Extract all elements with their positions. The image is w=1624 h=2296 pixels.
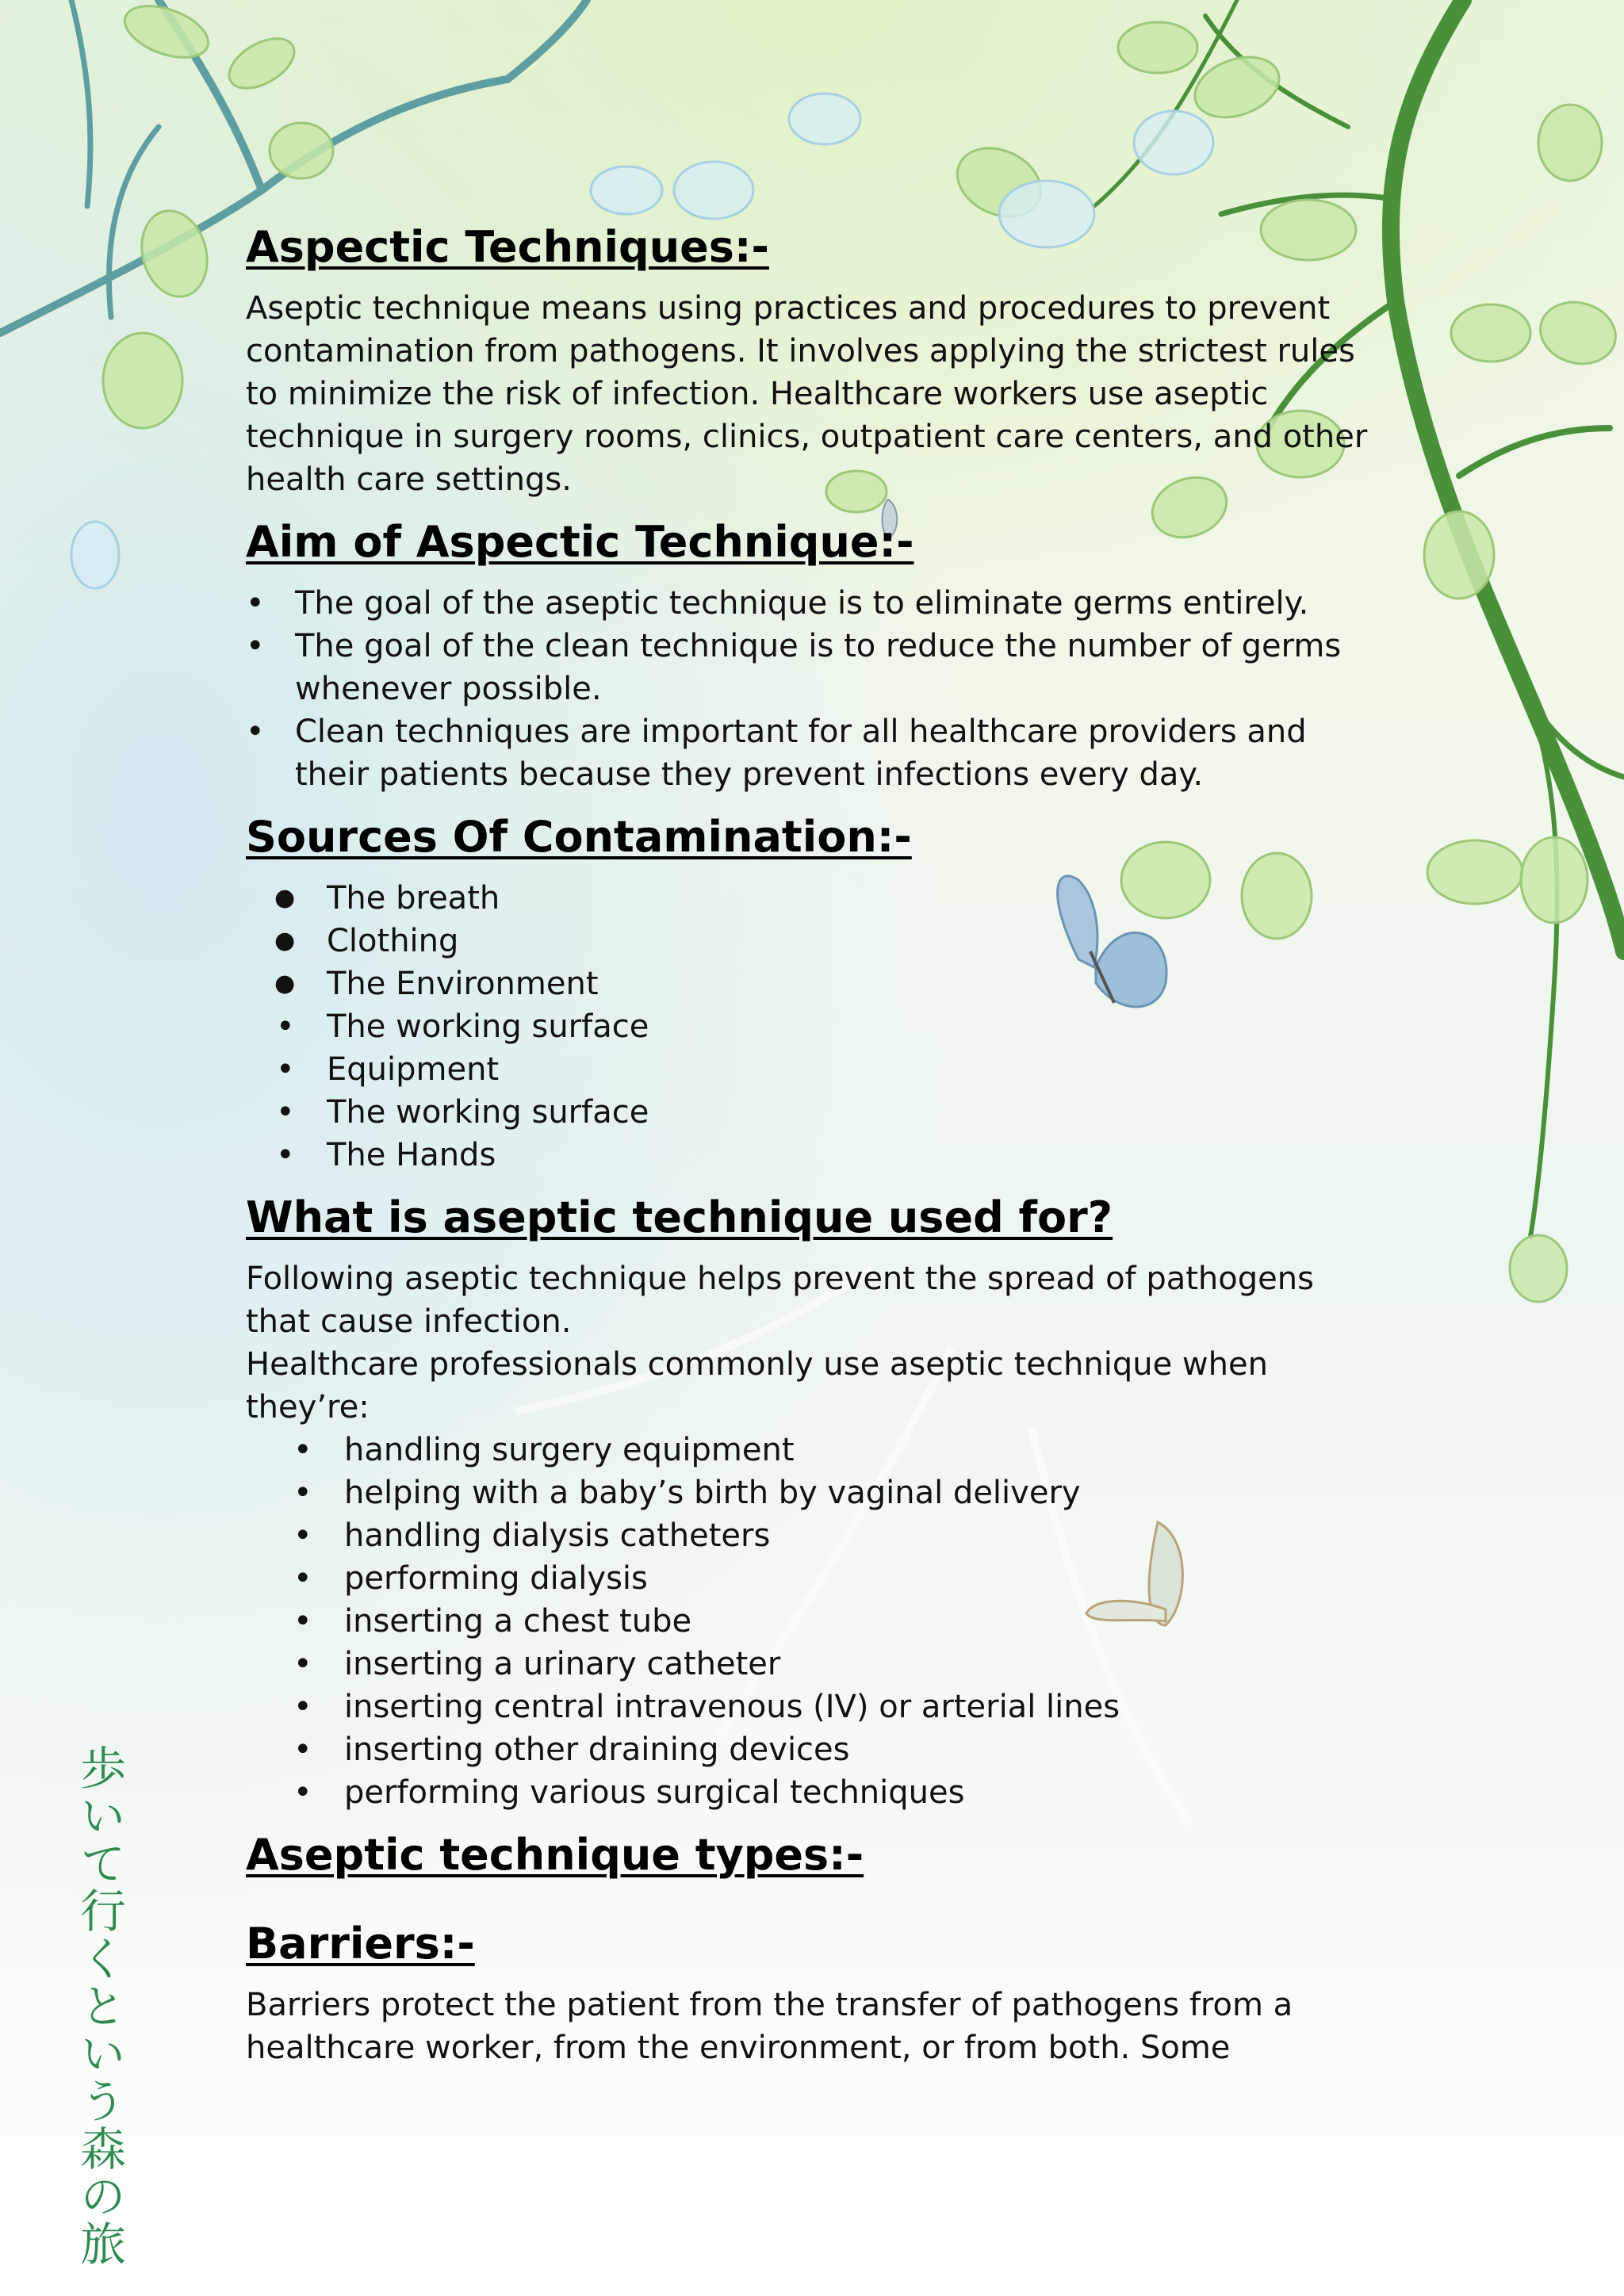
paragraph-uses-intro-2: Healthcare professionals commonly use aseptic technique when they’re: — [246, 1346, 1268, 1425]
list-item: • Clean techniques are important for all healthcare providers and their patients because they prevent infections every day. — [246, 710, 1388, 796]
paragraph-uses-intro-1: Following aseptic technique helps prevent the spread of pathogens that cause infection. — [246, 1261, 1314, 1340]
list-item: • The goal of the aseptic technique is to eliminate germs entirely. — [246, 582, 1388, 625]
list-item: • helping with a baby’s birth by vaginal delivery — [246, 1471, 1388, 1514]
list-item: • inserting other draining devices — [246, 1728, 1388, 1771]
list-item: • inserting central intravenous (IV) or arterial lines — [246, 1686, 1388, 1728]
heading-aim-of-aspectic-technique: Aim of Aspectic Technique:- — [246, 517, 914, 567]
list-item: • Equipment — [246, 1048, 1388, 1091]
list-item: • inserting a chest tube — [246, 1600, 1388, 1643]
list-uses — [246, 1429, 1388, 1814]
list-item: • The Hands — [246, 1134, 1388, 1177]
list-item: • handling dialysis catheters — [246, 1514, 1388, 1557]
list-item: • inserting a urinary catheter — [246, 1643, 1388, 1686]
heading-barriers: Barriers:- — [246, 1919, 475, 1969]
list-item: ● The Environment — [246, 962, 1388, 1005]
paragraph-aseptic-definition: Aseptic technique means using practices and procedures to prevent contamination from pathogens. It involves applying the strictest rules to minimize the risk of infection. Healthcare workers use aseptic technique in surgery rooms, clinics, outpatient care centers, and other health care settings. — [246, 290, 1368, 498]
heading-aseptic-technique-types: Aseptic technique types:- — [246, 1830, 864, 1880]
list-item: • performing various surgical techniques — [246, 1771, 1388, 1814]
heading-sources-of-contamination: Sources Of Contamination:- — [246, 812, 912, 862]
list-aims — [246, 582, 1388, 796]
list-item: • The working surface — [246, 1091, 1388, 1134]
document-body — [246, 222, 1388, 2069]
list-item: ● The breath — [246, 877, 1388, 920]
list-item: • performing dialysis — [246, 1557, 1388, 1600]
list-item: • handling surgery equipment — [246, 1429, 1388, 1471]
heading-what-is-aseptic-technique-used-for: What is aseptic technique used for? — [246, 1192, 1113, 1242]
paragraph-barriers: Barriers protect the patient from the transfer of pathogens from a healthcare worker, from the environment, or from both. Some — [246, 1987, 1293, 2066]
list-item: • The goal of the clean technique is to reduce the number of germs whenever possible. — [246, 625, 1388, 710]
decorative-vertical-japanese-text: 歩いて行くという森の旅 — [72, 1744, 126, 2267]
list-item: • The working surface — [246, 1005, 1388, 1048]
list-item: ● Clothing — [246, 920, 1388, 962]
list-sources — [246, 877, 1388, 1177]
heading-aspectic-techniques: Aspectic Techniques:- — [246, 222, 769, 272]
